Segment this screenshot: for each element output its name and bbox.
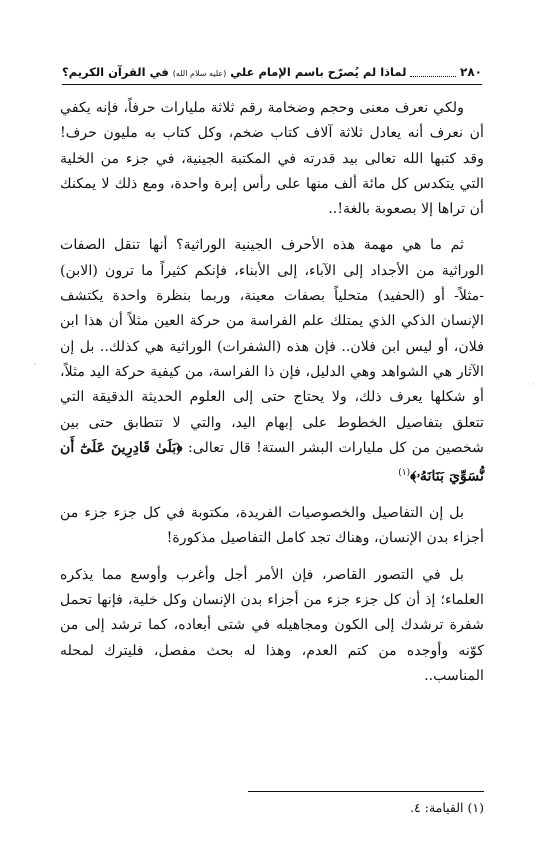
running-header — [62, 60, 482, 85]
quran-verse: ﴿بَلَىٰ قَادِرِينَ عَلَىٰٓ أَن نُّسَوِّيَ بَنَانَهُۥ﴾ — [60, 439, 484, 485]
paragraph-4: بل في التصور القاصر، فإن الأمر أجل وأغرب وأوسع مما يذكره العلماء؛ إذ أن كل جزء جزء من أجزاء بدن الإنسان وكل خلية، فإنها تحمل شفرة ترشدك إلى الكون ومجاهيله في شتى أبعاده، كما ترشد إلى من كوّنه وأوجده من كتم العدم، وهذا له بحث مفصل، فليترك لمحله المناسب.. — [60, 566, 484, 684]
page-number: ٢٨٠ — [460, 65, 482, 79]
scan-mark: · — [532, 380, 535, 389]
header-title: لماذا لم يُصرّح باسم الإمام علي (عليه سلام الله) في القرآن الكريم؟ — [62, 65, 407, 79]
paragraph-1: ولكي نعرف معنى وحجم وضخامة رقم ثلاثة مليارات حرفاً، فإنه يكفي أن نعرف أنه يعادل ثلاثة آلاف كتاب ضخم، وكل كتاب به مليون حرف! وقد كتبها الله تعالى بيد قدرته في المكتبة الجينية، في جزء من الخلية التي يتكدس كل مائة ألف منها على رأس إبرة واحدة، ومع ذلك لا يمكنك أن تراها إلا بصعوبة بالغة!.. — [60, 100, 484, 218]
paragraph-2: ثم ما هي مهمة هذه الأحرف الجينية الوراثية؟ أنها تنقل الصفات الوراثية من الأجداد إلى الآباء، إلى الأبناء، فإنكم كثيراً ما ترون (الابن) -مثلاً- أو (الحفيد) متحلياً بصفات معينة، وربما بنظرة واحدة يكتشف الإنسان الذكي الذي يمتلك علم الفراسة من حركة العين مثلاً أن هذا ابن فلان، أو ليس ابن فلان.. فإن هذه (الشفرات) الوراثية هي كذلك.. بل إن الآثار هي الشواهد وهي الدليل، فإن ذا الفراسة، من كيفية حركة اليد مثلاً، أو شكلها يعرف ذلك، ولا يحتاج حتى إلى العلوم الحديثة الدقيقة التي تتعلق بتفاصيل الخطوط على إبهام اليد، والتي لا تتطابق حتى بين شخصين من كل مليارات البشر الستة! قال تعالى: ﴿بَلَىٰ قَادِرِينَ عَلَىٰٓ أَن نُّسَوِّيَ بَنَانَهُۥ﴾$^{(١)}$ — [60, 237, 484, 485]
paragraph-3: بل إن التفاصيل والخصوصيات الفريدة، مكتوبة في كل جزء جزء من أجزاء بدن الإنسان، وهناك تجد كامل التفاصيل مذكورة! — [60, 505, 484, 547]
header-leader-dots — [410, 68, 456, 77]
footnote: (١) القيامة: ٤. — [410, 800, 484, 815]
footnote-ref: (١) — [398, 468, 411, 479]
page-body — [60, 96, 484, 700]
footnote-divider — [248, 791, 484, 792]
scan-mark: · — [34, 360, 37, 369]
header-title-note: (عليه سلام الله) — [172, 69, 227, 78]
